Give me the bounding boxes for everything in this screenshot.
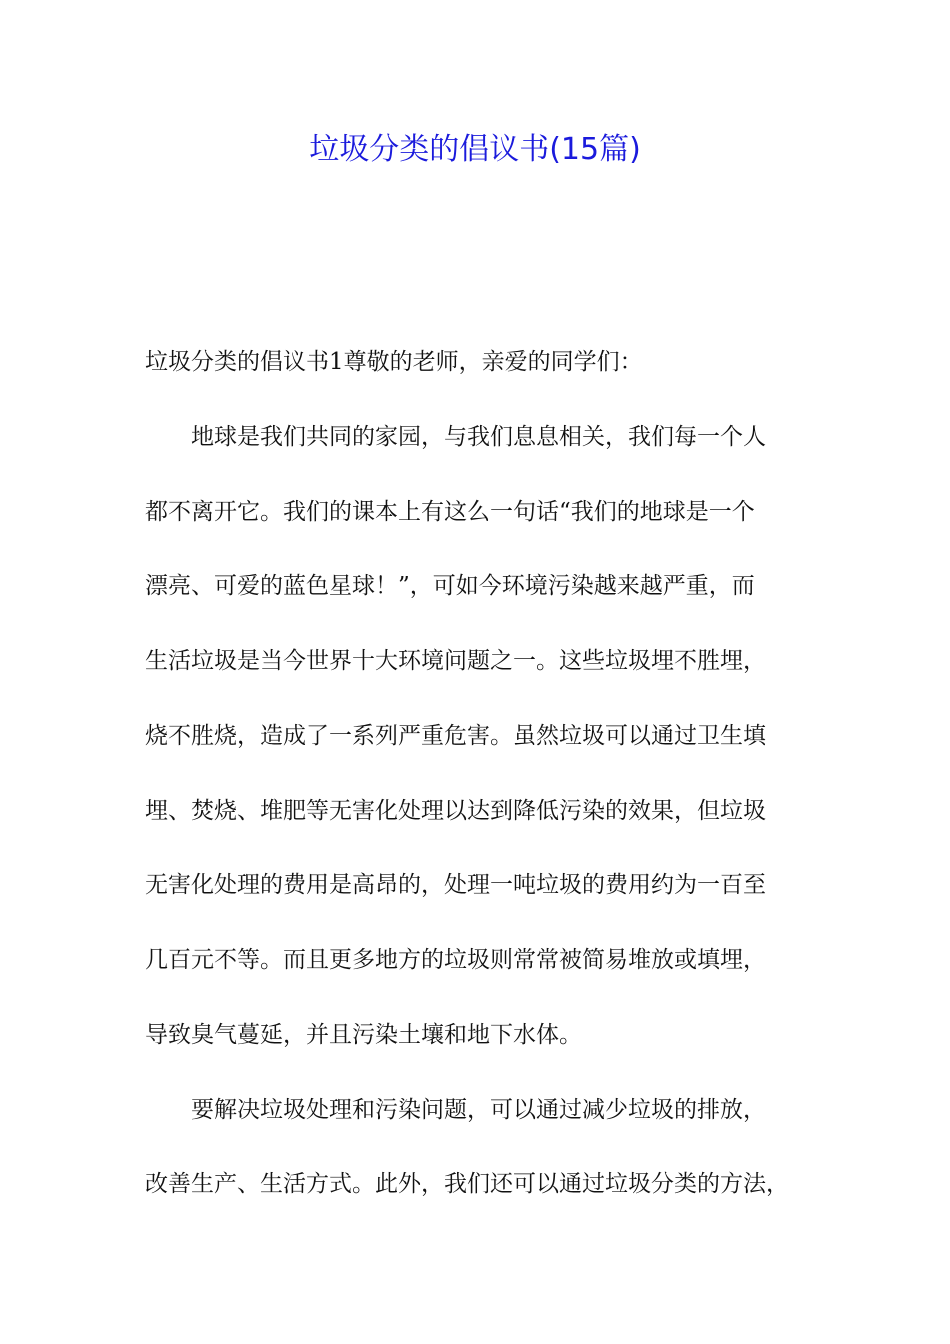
text-line: 生活垃圾是当今世界十大环境问题之一。这些垃圾埋不胜埋， [145,648,766,674]
text-line: 要解决垃圾处理和污染问题，可以通过减少垃圾的排放， [145,1097,766,1123]
text-line: 漂亮、可爱的蓝色星球！”，可如今环境污染越来越严重，而 [145,573,755,599]
text-line: 烧不胜烧，造成了一系列严重危害。虽然垃圾可以通过卫生填 [145,723,766,749]
text-line: 垃圾分类的倡议书1尊敬的老师，亲爱的同学们： [145,349,643,375]
text-line: 无害化处理的费用是高昂的，处理一吨垃圾的费用约为一百至 [145,872,766,898]
text-line: 几百元不等。而且更多地方的垃圾则常常被简易堆放或填埋， [145,947,766,973]
text-line: 埋、焚烧、堆肥等无害化处理以达到降低污染的效果，但垃圾 [145,798,766,824]
text-line: 改善生产、生活方式。此外，我们还可以通过垃圾分类的方法， [145,1171,789,1197]
text-line: 地球是我们共同的家园，与我们息息相关，我们每一个人 [145,424,766,450]
text-line: 都不离开它。我们的课本上有这么一句话“我们的地球是一个 [145,499,755,525]
text-line: 导致臭气蔓延，并且污染土壤和地下水体。 [145,1022,582,1048]
document-title: 垃圾分类的倡议书(15篇) [309,132,641,167]
